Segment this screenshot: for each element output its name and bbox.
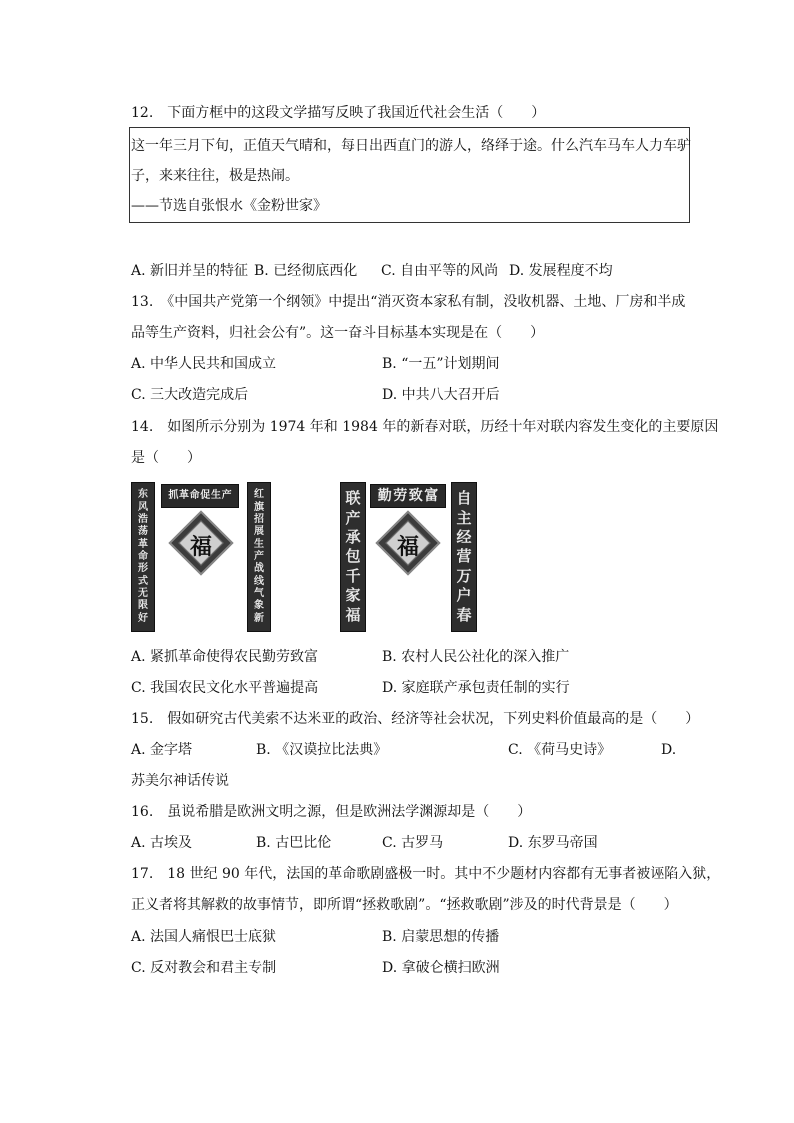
q12-option-a[interactable]: A. 新旧并呈的特征	[131, 263, 249, 279]
couplet-char: 东	[138, 489, 148, 501]
couplet-char: 形	[138, 563, 148, 575]
q13-option-a[interactable]: A. 中华人民共和国成立	[131, 356, 277, 372]
q17-stem-line-1: 17. 18 世纪 90 年代，法国的革命歌剧盛极一时。其中不少题材内容都有无事者被诬陷入狱，	[131, 866, 721, 882]
couplet-1974-left-scroll	[131, 482, 155, 632]
couplet-char: 式	[138, 575, 148, 587]
couplet-char: 万	[456, 566, 472, 585]
couplet-char: 红	[254, 489, 264, 501]
couplet-char: 产	[221, 490, 232, 501]
q13-stem-line-1: 13. 《中国共产党第一个纲领》中提出“消灭资本家私有制，没收机器、土地、厂房和半成	[131, 294, 686, 310]
couplet-char: 好	[138, 612, 148, 624]
q12-quote-line-1: 这一年三月下旬，正值天气晴和，每日出西直门的游人，络绎于途。什么汽车马车人力车驴	[131, 138, 691, 154]
q13-stem-line-2: 品等生产资料，归社会公有”。这一奋斗目标基本实现是在（ ）	[131, 325, 545, 341]
q15-stem: 15. 假如研究古代美索不达米亚的政治、经济等社会状况，下列史料价值最高的是（ ）	[131, 711, 700, 727]
q16-option-a[interactable]: A. 古埃及	[131, 835, 193, 851]
couplet-char: 勤	[377, 488, 392, 504]
q17-option-c[interactable]: C. 反对教会和君主专制	[131, 960, 277, 976]
couplet-1974-fu-character: 福	[189, 534, 212, 560]
couplet-char: 家	[345, 586, 361, 605]
q12-option-c[interactable]: C. 自由平等的风尚	[381, 263, 499, 279]
couplet-char: 富	[424, 488, 439, 504]
couplet-char: 荡	[138, 526, 148, 538]
q13-option-d[interactable]: D. 中共八大召开后	[382, 387, 500, 403]
q17-option-d[interactable]: D. 拿破仑横扫欧洲	[382, 960, 500, 976]
couplet-char: 限	[138, 600, 148, 612]
couplet-char: 招	[254, 513, 264, 525]
q16-option-b[interactable]: B. 古巴比伦	[256, 835, 332, 851]
q12-quote-line-2: 子，来来往往，极是热闹。	[131, 168, 299, 184]
q12-option-d[interactable]: D. 发展程度不均	[509, 263, 613, 279]
couplet-char: 新	[254, 612, 264, 624]
q14-stem-line-1: 14. 如图所示分别为 1974 年和 1984 年的新春对联，历经十年对联内容发生变化的主要原因	[131, 419, 719, 435]
q14-option-d[interactable]: D. 家庭联产承包责任制的实行	[382, 680, 570, 696]
q12-option-b[interactable]: B. 已经彻底西化	[254, 263, 358, 279]
couplet-char: 生	[254, 538, 264, 550]
q13-option-c[interactable]: C. 三大改造完成后	[131, 387, 249, 403]
q16-stem: 16. 虽说希腊是欧洲文明之源，但是欧洲法学渊源却是（ ）	[131, 804, 532, 820]
q17-option-a[interactable]: A. 法国人痛恨巴士底狱	[131, 929, 277, 945]
couplet-char: 经	[456, 528, 472, 547]
couplet-char: 春	[456, 605, 472, 624]
q17-option-b[interactable]: B. 启蒙思想的传播	[382, 929, 500, 945]
couplet-1984-left-scroll	[340, 482, 366, 632]
couplet-char: 福	[345, 605, 361, 624]
couplet-1984-right-scroll	[451, 482, 477, 632]
couplet-char: 抓	[168, 490, 179, 501]
couplet-char: 气	[254, 588, 264, 600]
couplet-char: 产	[254, 550, 264, 562]
couplet-char: 生	[210, 490, 221, 501]
couplet-char: 联	[345, 489, 361, 508]
q16-option-d[interactable]: D. 东罗马帝国	[508, 835, 598, 851]
q12-stem: 12. 下面方框中的这段文学描写反映了我国近代社会生活（ ）	[131, 105, 546, 121]
couplet-char: 战	[254, 563, 264, 575]
q15-option-d-prefix[interactable]: D.	[661, 742, 677, 758]
couplet-char: 包	[345, 547, 361, 566]
couplet-char: 风	[138, 501, 148, 513]
couplet-char: 无	[138, 588, 148, 600]
couplet-char: 革	[178, 490, 189, 501]
couplet-char: 象	[254, 600, 264, 612]
couplet-char: 促	[200, 490, 211, 501]
couplet-char: 命	[189, 490, 200, 501]
couplet-char: 旗	[254, 501, 264, 513]
couplet-1974-banner	[161, 484, 239, 508]
couplet-char: 浩	[138, 513, 148, 525]
couplet-char: 主	[456, 508, 472, 527]
couplet-char: 命	[138, 550, 148, 562]
couplet-1984-fu-character: 福	[396, 534, 419, 560]
q14-option-b[interactable]: B. 农村人民公社化的深入推广	[382, 649, 570, 665]
couplet-char: 产	[345, 508, 361, 527]
couplet-char: 承	[345, 528, 361, 547]
couplet-char: 展	[254, 526, 264, 538]
couplet-char: 千	[345, 566, 361, 585]
q13-option-b[interactable]: B. “一五”计划期间	[382, 356, 500, 372]
couplet-1974-right-scroll	[247, 482, 271, 632]
q15-option-a[interactable]: A. 金字塔	[131, 742, 193, 758]
q14-option-a[interactable]: A. 紧抓革命使得农民勤劳致富	[131, 649, 319, 665]
couplet-char: 营	[456, 547, 472, 566]
q16-option-c[interactable]: C. 古罗马	[382, 835, 444, 851]
couplet-char: 自	[456, 489, 472, 508]
couplet-1984-banner	[370, 484, 446, 508]
q15-option-c[interactable]: C. 《荷马史诗》	[508, 742, 612, 758]
q17-stem-line-2: 正义者将其解救的故事情节，即所谓“拯救歌剧”。“拯救歌剧”涉及的时代背景是（ ）	[131, 897, 678, 913]
couplet-char: 户	[456, 586, 472, 605]
q14-stem-line-2: 是（ ）	[131, 450, 201, 466]
q15-option-d-text[interactable]: 苏美尔神话传说	[131, 773, 229, 789]
q12-quote-box	[129, 127, 690, 223]
couplet-char: 劳	[393, 488, 408, 504]
q12-quote-source: ——节选自张恨水《金粉世家》	[131, 198, 327, 214]
q15-option-b[interactable]: B. 《汉谟拉比法典》	[256, 742, 388, 758]
q14-option-c[interactable]: C. 我国农民文化水平普遍提高	[131, 680, 319, 696]
couplet-char: 线	[254, 575, 264, 587]
couplet-char: 致	[408, 488, 423, 504]
couplet-char: 革	[138, 538, 148, 550]
